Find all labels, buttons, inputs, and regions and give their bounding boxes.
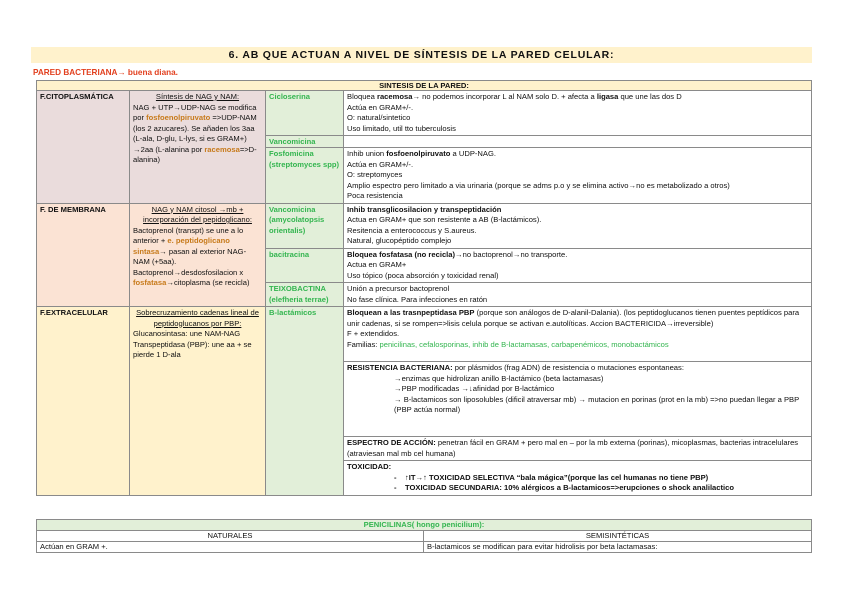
resistencia-cell <box>344 362 812 437</box>
desc-text: Transpeptidasa (PBP): une aa + se pierde 1 D-ala <box>133 339 252 359</box>
info-bold: racemosa <box>376 92 413 101</box>
tox-item: TOXICIDAD SECUNDARIA: 10% alérgicos a B-lactamicos=>erupciones o shock analilactico <box>404 483 734 492</box>
list-item: →PBP modificadas →↓afinidad por B-lactámico <box>394 384 555 393</box>
info-bold: Bloquean a las trasnpeptidasa PBP <box>347 308 475 317</box>
subtitle-label: PARED BACTERIANA <box>33 68 118 77</box>
synthesis-table <box>36 80 812 496</box>
drug-info <box>344 91 812 136</box>
familias-list: penicilinas, cefalosporinas, inhib de B-lactamasas, carbapenémicos, monobactámicos <box>379 339 669 349</box>
drug-info <box>344 136 812 148</box>
info-bold: RESISTENCIA BACTERIANA: <box>347 363 453 372</box>
info-line: Amplio espectro pero limitado a via urinaria (porque se adms p.o y se elimina activo→no es metabolizado a otros) <box>347 180 730 190</box>
info-text: Familias: <box>347 339 380 349</box>
espectro-cell <box>344 437 812 461</box>
info-text: que une las dos D <box>618 92 682 101</box>
table-cell: B-lactamicos se modifican para evitar hidrolisis por beta lactamasas: <box>424 542 812 553</box>
desc-heading: Síntesis de NAG y NAM: <box>155 92 240 101</box>
info-text: → no podemos incorporar L al NAM solo D. + afecta a <box>412 92 597 101</box>
table-row <box>37 531 812 542</box>
drug-info <box>344 148 812 204</box>
info-line: F + extendidos. <box>347 329 400 338</box>
page-title: 6. AB QUE ACTUAN A NIVEL DE SÍNTESIS DE LA PARED CELULAR: <box>31 47 812 63</box>
desc-text: NAG + UTP→UDP-NAG se modifica por <box>133 102 257 122</box>
table-row <box>37 542 812 553</box>
penicilinas-title: PENICILINAS( hongo penicilium): <box>37 520 812 531</box>
subtitle-rest: buena diana. <box>125 68 178 77</box>
info-bold: ESPECTRO DE ACCIÓN: <box>347 438 436 447</box>
info-bold: ligasa <box>596 92 619 101</box>
desc-membrana <box>130 203 266 307</box>
col-header-semisinteticas: SEMISINTÉTICAS <box>424 531 812 542</box>
enzyme-label: fosfoenolpiruvato <box>146 113 211 122</box>
drug-name: Cicloserina <box>266 91 344 136</box>
enzyme-label: e. peptidoglicano sintasa <box>133 236 230 256</box>
table-header-row <box>37 520 812 531</box>
table-row <box>37 307 812 362</box>
tox-item: ↑IT→↑ TOXICIDAD SELECTIVA “bala mágica”(porque las cel humanas no tiene PBP) <box>404 472 709 482</box>
info-text: →no bactoprenol→no transporte. <box>455 249 568 259</box>
section-extracelular: F.EXTRACELULAR <box>37 307 130 496</box>
info-line: Actua en GRAM+ que son resistente a AB (B-lactámicos). <box>347 215 542 224</box>
info-line: Uso tópico (poca absorción y toxicidad renal) <box>347 270 499 280</box>
enzyme-label: racemosa <box>204 144 240 154</box>
list-item: - ↑IT→↑ TOXICIDAD SELECTIVA “bala mágica”(porque las cel humanas no tiene PBP) <box>394 472 709 482</box>
enzyme-label: fosfatasa <box>133 278 167 287</box>
desc-extracelular <box>130 307 266 496</box>
table-row <box>37 91 812 136</box>
info-line: O: natural/sintetico <box>347 113 411 122</box>
info-line: No fase clínica. Para infecciones en ratón <box>347 294 488 304</box>
drug-name: B-lactámicos <box>266 307 344 496</box>
section-citoplasmatica: F.CITOPLASMÁTICA <box>37 91 130 204</box>
list-item: →enzimas que hidrolizan anillo B-lactámico (beta lactamasas) <box>394 373 604 383</box>
info-bold: Bloquea fosfatasa (no recicla) <box>347 249 456 259</box>
info-text: Inhib union <box>347 149 387 158</box>
info-text: a UDP-NAG. <box>450 149 496 158</box>
desc-heading: NAG y NAM citosol →mb + incorporación del pepidoglicano: <box>143 204 252 224</box>
info-line: Uso limitado, util tto tuberculosis <box>347 123 456 133</box>
desc-text: → pasan al exterior NAG-NAM (+5aa). Bactoprenol→desdosfosilacion x <box>133 246 247 277</box>
desc-text: Bactoprenol (transpt) se une a lo anterior + <box>133 225 244 245</box>
drug-info <box>344 283 812 307</box>
table-cell: Actúan en GRAM +. <box>37 542 424 553</box>
info-line: Unión a precursor bactoprenol <box>347 284 450 293</box>
drug-name: Vancomicina <box>266 136 344 148</box>
col-header-naturales: NATURALES <box>37 531 424 542</box>
desc-text: =>D-alanina) <box>133 144 257 164</box>
info-line: Resitencia a enterococcus y S.aureus. <box>347 225 477 235</box>
info-line: Poca resistencia <box>347 191 403 200</box>
desc-text: =>UDP-NAM (los 2 azucares). Se añaden los 3aa (L-ala, D-glu, L-lys, si es GRAM+) →2aa (L-alanina por <box>133 113 257 154</box>
drug-name: bacitracina <box>266 248 344 283</box>
info-text: por plásmidos (frag ADN) de resistencia o mutaciones espontaneas: <box>452 363 684 372</box>
drug-name: Fosfomicina (streptomyces spp) <box>266 148 344 204</box>
toxicidad-cell <box>344 461 812 496</box>
drug-info <box>344 307 812 362</box>
info-text: Bloquea <box>347 92 377 101</box>
penicilinas-table <box>36 519 812 553</box>
info-bold: Inhib transglicosilacion y transpeptidación <box>347 204 502 214</box>
desc-text: →citoplasma (se recicla) <box>166 278 250 287</box>
drug-name: TEIXOBACTINA (elefheria terrae) <box>266 283 344 307</box>
table-row <box>37 203 812 248</box>
info-line: Actua en GRAM+ <box>347 260 407 269</box>
drug-info <box>344 203 812 248</box>
drug-info <box>344 248 812 283</box>
table-header-row <box>37 81 812 91</box>
list-item: - TOXICIDAD SECUNDARIA: 10% alérgicos a B-lactamicos=>erupciones o shock analilactico <box>394 483 734 492</box>
info-bold: fosfoenolpiruvato <box>386 149 451 158</box>
info-line: Actúa en GRAM+/-. <box>347 102 414 112</box>
desc-citoplasmatica <box>130 91 266 204</box>
info-line: Actúa en GRAM+/-. <box>347 159 414 169</box>
list-item: → B-lactamicos son liposolubles (dificil atraversar mb) → mutacion en porinas (prot en la mb) =>no puedan llegar a PBP (PBP actúa normal) <box>394 394 800 414</box>
info-text: penetran fácil en GRAM + pero mal en – por la mb externa (porinas), micoplasmas, bacterias intracelulares (atraviesan mal mb cel humana) <box>347 438 799 458</box>
info-bold: TOXICIDAD: <box>347 462 392 471</box>
drug-name: Vancomicina (amycolatopsis orientalis) <box>266 203 344 248</box>
info-text: (porque son análogos de D-alanil-Dalania). (los peptidoglucanos tienen puentes peptídicos para unir cadenas, si se rompen=>lisis celula porque se activan e.autolíticas. Accion BACTERICIDA→irreversible) <box>347 308 800 328</box>
info-line: Natural, glucopéptido complejo <box>347 236 452 245</box>
section-membrana: F. DE MEMBRANA <box>37 203 130 307</box>
table-header: SINTESIS DE LA PARED: <box>37 81 812 91</box>
desc-text: Glucanosintasa: une NAM-NAG <box>133 329 241 338</box>
subtitle <box>33 67 178 79</box>
arrow-icon: → <box>117 68 126 77</box>
info-line: O: streptomyces <box>347 170 403 179</box>
desc-heading: Sobrecruzamiento cadenas lineal de peptidoglucanos por PBP: <box>136 308 259 328</box>
